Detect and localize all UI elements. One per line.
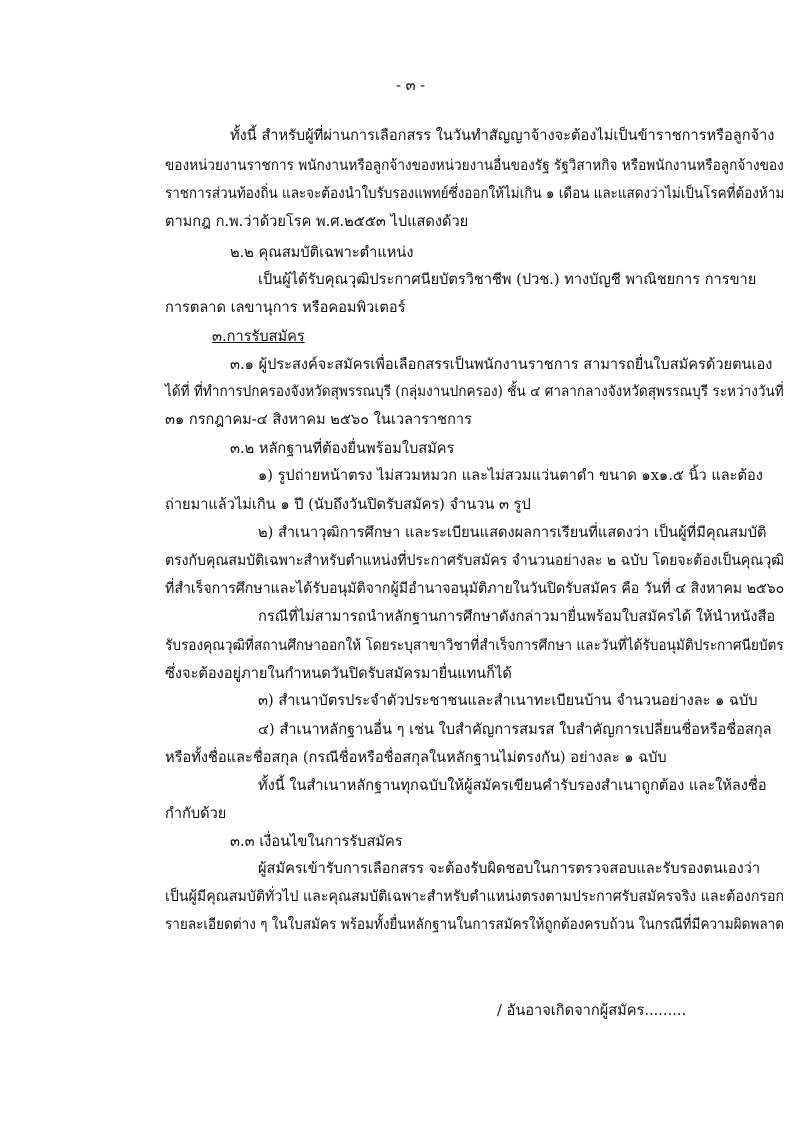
section-3-3-line-2: เป็นผู้มีคุณสมบัติทั่วไป และคุณสมบัติเฉพาะสำหรับตำแหน่งตรงตามประกาศรับสมัครจริง และต้องกรอก — [165, 888, 785, 905]
section-3-3-line-1: ผู้สมัครเข้ารับการเลือกสรร จะต้องรับผิดชอบในการตรวจสอบและรับรองตนเองว่า — [258, 860, 761, 877]
item-2-line-1: ๒) สำเนาวุฒิการศึกษา และระเบียนแสดงผลการเรียนที่แสดงว่า เป็นผู้ที่มีคุณสมบัติ — [258, 524, 767, 541]
note-line-2: รับรองคุณวุฒิที่สถานศึกษาออกให้ โดยระบุสาขาวิชาที่สำเร็จการศึกษา และวันที่ได้รับอนุมัติประกาศนียบัตร — [165, 637, 784, 654]
continuation-note: / อันอาจเกิดจากผู้สมัคร......... — [497, 1002, 687, 1019]
section-3-1-line-3: ๓๑ กรกฎาคม-๔ สิงหาคม ๒๕๖๐ ในเวลาราชการ — [165, 411, 472, 428]
note-line-3: ซึ่งจะต้องอยู่ภายในกำหนดวันปิดรับสมัครมายื่นแทนก็ได้ — [165, 665, 512, 682]
certify-line-2: กำกับด้วย — [165, 805, 227, 822]
section-3-3-line-3: รายละเอียดต่าง ๆ ในใบสมัคร พร้อมทั้งยื่นหลักฐานในการสมัครให้ถูกต้องครบถ้วน ในกรณีที่มีความผิดพลาด — [165, 916, 785, 933]
item-1-line-2: ถ่ายมาแล้วไม่เกิน ๑ ปี (นับถึงวันปิดรับสมัคร) จำนวน ๓ รูป — [165, 496, 531, 513]
section-2-2-line-2: การตลาด เลขานุการ หรือคอมพิวเตอร์ — [165, 299, 406, 316]
page-number: - ๓ - — [396, 77, 426, 94]
section-3-3-heading: ๓.๓ เงื่อนไขในการรับสมัคร — [230, 833, 403, 850]
item-4-line-2: หรือทั้งชื่อและชื่อสกุล (กรณีชื่อหรือชื่อสกุลในหลักฐานไม่ตรงกัน) อย่างละ ๑ ฉบับ — [165, 749, 667, 766]
section-3-1-line-2: ได้ที่ ที่ทำการปกครองจังหวัดสุพรรณบุรี (กลุ่มงานปกครอง) ชั้น ๔ ศาลากลางจังหวัดสุพรรณบุรี ระหว่างวันที่ — [165, 383, 784, 400]
section-3-2-heading: ๓.๒ หลักฐานที่ต้องยื่นพร้อมใบสมัคร — [230, 440, 455, 457]
intro-line-3: ราชการส่วนท้องถิ่น และจะต้องนำใบรับรองแพทย์ซึ่งออกให้ไม่เกิน ๑ เดือน และแสดงว่าไม่เป็นโรคที่ต้องห้าม — [165, 185, 785, 202]
section-3-1-line-1: ๓.๑ ผู้ประสงค์จะสมัครเพื่อเลือกสรรเป็นพนักงานราชการ สามารถยื่นใบสมัครด้วยตนเอง — [230, 356, 773, 373]
note-line-1: กรณีที่ไม่สามารถนำหลักฐานการศึกษาดังกล่าวมายื่นพร้อมใบสมัครได้ ให้นำหนังสือ — [258, 608, 776, 625]
item-1-line-1: ๑) รูปถ่ายหน้าตรง ไม่สวมหมวก และไม่สวมแว่นตาดำ ขนาด ๑x๑.๕ นิ้ว และต้อง — [258, 467, 763, 484]
item-2-line-3: ที่สำเร็จการศึกษาและได้รับอนุมัติจากผู้มีอำนาจอนุมัติภายในวันปิดรับสมัคร คือ วันที่ ๔ สิงหาคม ๒๕๖๐ — [165, 580, 785, 597]
section-2-2-line-1: เป็นผู้ได้รับคุณวุฒิประกาศนียบัตรวิชาชีพ (ปวช.) ทางบัญชี พาณิชยการ การขาย — [258, 271, 757, 288]
section-3-heading: ๓.การรับสมัคร — [212, 328, 305, 345]
intro-line-1: ทั้งนี้ สำหรับผู้ที่ผ่านการเลือกสรร ในวันทำสัญญาจ้างจะต้องไม่เป็นข้าราชการหรือลูกจ้าง — [230, 127, 775, 144]
item-2-line-2: ตรงกับคุณสมบัติเฉพาะสำหรับตำแหน่งที่ประกาศรับสมัคร จำนวนอย่างละ ๒ ฉบับ โดยจะต้องเป็นคุณวุฒิ — [165, 552, 784, 569]
item-3-line-1: ๓) สำเนาบัตรประจำตัวประชาชนและสำเนาทะเบียนบ้าน จำนวนอย่างละ ๑ ฉบับ — [258, 692, 758, 709]
item-4-line-1: ๔) สำเนาหลักฐานอื่น ๆ เช่น ใบสำคัญการสมรส ใบสำคัญการเปลี่ยนชื่อหรือชื่อสกุล — [258, 721, 772, 738]
section-2-2-heading: ๒.๒ คุณสมบัติเฉพาะตำแหน่ง — [230, 244, 414, 261]
certify-line-1: ทั้งนี้ ในสำเนาหลักฐานทุกฉบับให้ผู้สมัครเขียนคำรับรองสำเนาถูกต้อง และให้ลงชื่อ — [258, 777, 767, 794]
intro-line-2: ของหน่วยงานราชการ พนักงานหรือลูกจ้างของหน่วยงานอื่นของรัฐ รัฐวิสาหกิจ หรือพนักงานหรือลูกจ้างของ — [165, 157, 784, 174]
intro-line-4: ตามกฎ ก.พ.ว่าด้วยโรค พ.ศ.๒๕๕๓ ไปแสดงด้วย — [165, 213, 469, 230]
